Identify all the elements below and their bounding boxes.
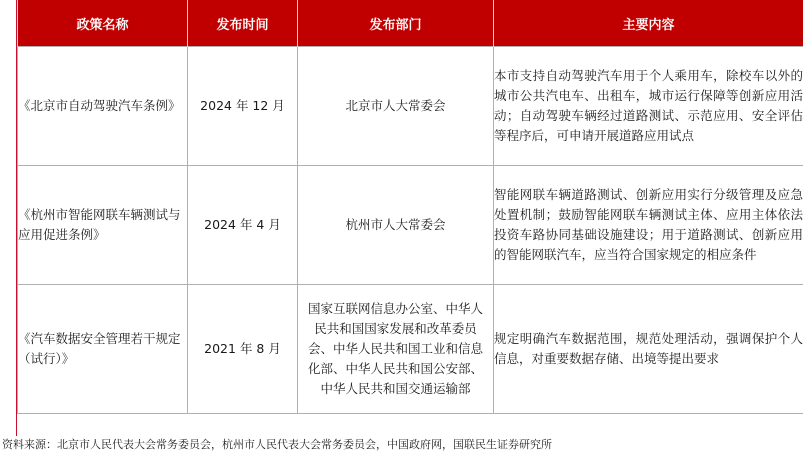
release-date-cell: 2024 年 4 月 [188,166,298,285]
header-release-date: 发布时间 [188,0,298,47]
main-content-cell: 规定明确汽车数据范围，规范处理活动，强调保护个人信息，对重要数据存储、出境等提出要求 [494,285,803,414]
policy-table [17,0,803,414]
main-content-cell: 智能网联车辆道路测试、创新应用实行分级管理及应急处置机制；鼓励智能网联车辆测试主体、应用主体依法投资车路协同基础设施建设；用于道路测试、创新应用的智能网联汽车，应当符合国家规定的相应条件 [494,166,803,285]
table-row [18,285,803,414]
source-note: 资料来源：北京市人民代表大会常务委员会，杭州市人民代表大会常务委员会，中国政府网，国联民生证券研究所 [2,438,552,451]
policy-name-cell: 《汽车数据安全管理若干规定（试行）》 [18,285,188,414]
policy-name-cell: 《北京市自动驾驶汽车条例》 [18,47,188,166]
release-dept-cell: 国家互联网信息办公室、中华人民共和国国家发展和改革委员会、中华人民共和国工业和信息化部、中华人民共和国公安部、中华人民共和国交通运输部 [298,285,494,414]
header-release-dept: 发布部门 [298,0,494,47]
release-date-cell: 2024 年 12 月 [188,47,298,166]
release-dept-cell: 杭州市人大常委会 [298,166,494,285]
release-dept-cell: 北京市人大常委会 [298,47,494,166]
table-header-row [18,0,803,47]
policy-name-cell: 《杭州市智能网联车辆测试与应用促进条例》 [18,166,188,285]
main-content-cell: 本市支持自动驾驶汽车用于个人乘用车，除校车以外的城市公共汽电车、出租车，城市运行保障等创新应用活动；自动驾驶车辆经过道路测试、示范应用、安全评估等程序后，可申请开展道路应用试点 [494,47,803,166]
header-policy-name: 政策名称 [18,0,188,47]
release-date-cell: 2021 年 8 月 [188,285,298,414]
table-row [18,166,803,285]
header-main-content: 主要内容 [494,0,803,47]
table-row [18,47,803,166]
